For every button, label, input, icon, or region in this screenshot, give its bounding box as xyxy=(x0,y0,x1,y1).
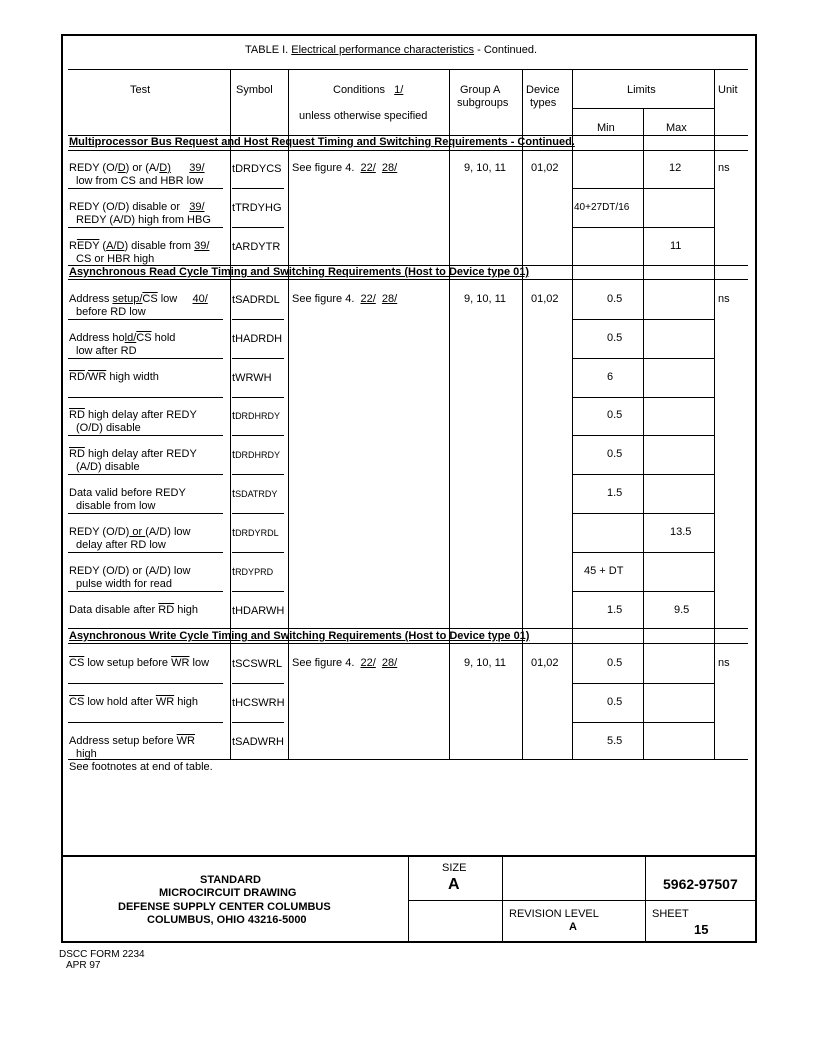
test-name: $R\overline{EDY}$ (A/D) disable from 39/ xyxy=(69,240,210,252)
col-divider xyxy=(643,108,644,760)
min-value: 0.5 xyxy=(607,409,623,421)
row-rule xyxy=(232,397,284,398)
table-title xyxy=(245,44,537,56)
header-conditions: Conditions 1/ xyxy=(333,84,404,96)
footer-divider xyxy=(408,855,409,943)
section-rule xyxy=(68,150,748,151)
row-rule xyxy=(572,474,714,475)
section-heading: Asynchronous Write Cycle Timing and Switching Requirements (Host to Device type 01) xyxy=(69,630,530,642)
footer-mcd: MICROCIRCUIT DRAWING xyxy=(159,887,297,899)
row-rule xyxy=(232,722,284,723)
symbol: tDRDHRDY xyxy=(232,410,281,422)
sheet-number: 15 xyxy=(694,922,709,937)
row-rule xyxy=(232,188,284,189)
header-symbol: Symbol xyxy=(236,84,273,96)
min-value: 5.5 xyxy=(607,735,623,747)
max-value: 13.5 xyxy=(670,526,692,538)
row-rule xyxy=(572,435,714,436)
row-rule xyxy=(572,397,714,398)
header-unit: Unit xyxy=(718,84,738,96)
subgroups: 9, 10, 11 xyxy=(464,657,506,669)
header-group-a: Group A xyxy=(460,84,501,96)
symbol: tRDYPRD xyxy=(232,566,274,578)
device-types: 01,02 xyxy=(531,657,559,669)
footnote: See footnotes at end of table. xyxy=(69,761,213,773)
section-heading: Asynchronous Read Cycle Timing and Switching Requirements (Host to Device type 01) xyxy=(69,266,530,278)
test-name-cont: low after RD xyxy=(76,345,137,357)
col-divider xyxy=(449,69,450,760)
symbol: tHDARWH xyxy=(232,605,285,617)
sheet-label: SHEET xyxy=(652,908,689,920)
col-divider xyxy=(522,69,523,760)
symbol: tWRWH xyxy=(232,372,272,384)
symbol: tSADRDL xyxy=(232,294,280,306)
device-types: 01,02 xyxy=(531,293,559,305)
min-value: 6 xyxy=(607,371,614,383)
unit: ns xyxy=(718,162,730,174)
test-name: $\overline{RD}$ high delay after REDY xyxy=(69,448,197,460)
row-rule xyxy=(68,552,223,553)
symbol: tTRDYHG xyxy=(232,202,282,214)
row-rule xyxy=(232,319,284,320)
row-rule xyxy=(572,683,714,684)
col-divider xyxy=(230,69,231,760)
row-rule xyxy=(572,188,714,189)
section-rule xyxy=(68,279,748,280)
header-min: Min xyxy=(597,122,615,134)
row-rule xyxy=(68,435,223,436)
header-subgroups: subgroups xyxy=(457,97,509,109)
test-name-cont: low from CS and HBR low xyxy=(76,175,204,187)
revision-label: REVISION LEVEL xyxy=(509,908,599,920)
row-rule xyxy=(232,435,284,436)
symbol: tARDYTR xyxy=(232,241,281,253)
col-divider xyxy=(714,69,715,760)
section-rule xyxy=(68,643,748,644)
test-name: REDY (O/D) disable or 39/ xyxy=(69,201,205,213)
max-value: 11 xyxy=(670,240,682,252)
row-rule xyxy=(232,474,284,475)
test-name: $\overline{CS}$ low setup before $\overline{WR}$ low xyxy=(69,657,210,669)
row-rule xyxy=(232,552,284,553)
row-rule xyxy=(68,683,223,684)
row-rule xyxy=(232,513,284,514)
revision-value: A xyxy=(569,921,577,933)
test-name: REDY (O/D) or (A/D) 39/ xyxy=(69,162,205,174)
row-rule xyxy=(572,552,714,553)
title-suffix: - Continued. xyxy=(477,44,538,56)
test-name-cont: disable from low xyxy=(76,500,156,512)
row-rule xyxy=(232,591,284,592)
unit: ns xyxy=(718,657,730,669)
min-value: 0.5 xyxy=(607,448,623,460)
row-rule xyxy=(68,319,223,320)
footer-mid-rule xyxy=(408,900,757,901)
table-bottom-rule xyxy=(68,759,748,760)
row-rule xyxy=(572,227,714,228)
symbol: tSCSWRL xyxy=(232,658,283,670)
row-rule xyxy=(572,722,714,723)
footer-dscc: DEFENSE SUPPLY CENTER COLUMBUS xyxy=(118,901,331,913)
row-rule xyxy=(572,513,714,514)
footer-divider xyxy=(645,855,646,943)
size-value: A xyxy=(448,876,460,893)
row-rule xyxy=(232,227,284,228)
row-rule xyxy=(572,319,714,320)
test-name-cont: REDY (A/D) high from HBG xyxy=(76,214,211,226)
test-name: $\overline{RD}$ high delay after REDY xyxy=(69,409,197,421)
test-name: $\overline{CS}$ low hold after $\overline{WR}$ high xyxy=(69,696,199,708)
footer-address: COLUMBUS, OHIO 43216-5000 xyxy=(147,914,307,926)
test-name-cont: (O/D) disable xyxy=(76,422,141,434)
col-divider xyxy=(572,69,573,760)
row-rule xyxy=(68,397,223,398)
footer-standard: STANDARD xyxy=(200,874,261,886)
test-name: Data valid before REDY xyxy=(69,487,186,499)
header-device: Device xyxy=(526,84,560,96)
form-date: APR 97 xyxy=(66,960,101,971)
title-main: Electrical performance characteristics xyxy=(291,44,475,56)
row-rule xyxy=(68,358,223,359)
size-label: SIZE xyxy=(442,862,467,874)
symbol: tDRDHRDY xyxy=(232,449,281,461)
device-types: 01,02 xyxy=(531,162,559,174)
col-divider xyxy=(288,69,289,760)
min-value: 0.5 xyxy=(607,696,623,708)
row-rule xyxy=(572,591,714,592)
drawing-number: 5962-97507 xyxy=(663,876,738,892)
test-name: Data disable after $\overline{RD}$ high xyxy=(69,604,199,616)
header-top-rule xyxy=(68,69,748,70)
conditions: See figure 4. 22/ 28/ xyxy=(292,657,398,669)
min-value: 0.5 xyxy=(607,332,623,344)
footer-divider xyxy=(502,855,503,943)
row-rule xyxy=(68,188,223,189)
header-types: types xyxy=(530,97,557,109)
test-name: REDY (O/D) or (A/D) low xyxy=(69,526,191,538)
min-value: 40+27DT/16 xyxy=(574,202,630,213)
test-name-cont: CS or HBR high xyxy=(76,253,155,265)
test-name-cont: before RD low xyxy=(76,306,146,318)
min-value: 1.5 xyxy=(607,604,623,616)
section-rule xyxy=(68,628,748,629)
test-name-cont: (A/D) disable xyxy=(76,461,140,473)
row-rule xyxy=(232,358,284,359)
header-max: Max xyxy=(666,122,687,134)
row-rule xyxy=(232,683,284,684)
test-name: REDY (O/D) or (A/D) low xyxy=(69,565,191,577)
test-name: Address setup/$\overline{CS}$ low 40/ xyxy=(69,293,208,305)
subgroups: 9, 10, 11 xyxy=(464,162,506,174)
subgroups: 9, 10, 11 xyxy=(464,293,506,305)
row-rule xyxy=(68,513,223,514)
header-conditions-sub: unless otherwise specified xyxy=(299,110,428,122)
title-prefix: TABLE I. xyxy=(245,44,289,56)
symbol: tSADWRH xyxy=(232,736,284,748)
conditions: See figure 4. 22/ 28/ xyxy=(292,293,398,305)
min-value: 45 + DT xyxy=(584,565,624,577)
test-name-cont: high xyxy=(76,748,97,760)
row-rule xyxy=(572,358,714,359)
test-name: $\overline{RD}/\overline{WR}$ high width xyxy=(69,371,159,383)
test-name: Address setup before $\overline{WR}$ xyxy=(69,735,195,747)
row-rule xyxy=(68,591,223,592)
header-test: Test xyxy=(130,84,151,96)
test-name-cont: pulse width for read xyxy=(76,578,172,590)
symbol: tDRDYRDL xyxy=(232,527,279,539)
conditions: See figure 4. 22/ 28/ xyxy=(292,162,398,174)
symbol: tHADRDH xyxy=(232,333,283,345)
footer-top-rule xyxy=(61,855,757,857)
form-number: DSCC FORM 2234 xyxy=(59,949,145,960)
min-value: 1.5 xyxy=(607,487,623,499)
min-value: 0.5 xyxy=(607,657,623,669)
row-rule xyxy=(68,227,223,228)
row-rule xyxy=(68,474,223,475)
section-heading: Multiprocessor Bus Request and Host Request Timing and Switching Requirements - Continued. xyxy=(69,136,575,148)
symbol: tSDATRDY xyxy=(232,488,278,500)
header-limits: Limits xyxy=(627,84,656,96)
test-name: Address hold/$\overline{CS}$ hold xyxy=(69,332,176,344)
row-rule xyxy=(68,722,223,723)
test-name-cont: delay after RD low xyxy=(76,539,166,551)
symbol: tDRDYCS xyxy=(232,163,282,175)
symbol: tHCSWRH xyxy=(232,697,285,709)
min-value: 0.5 xyxy=(607,293,623,305)
unit: ns xyxy=(718,293,730,305)
max-value: 12 xyxy=(669,162,682,174)
max-value: 9.5 xyxy=(674,604,690,616)
